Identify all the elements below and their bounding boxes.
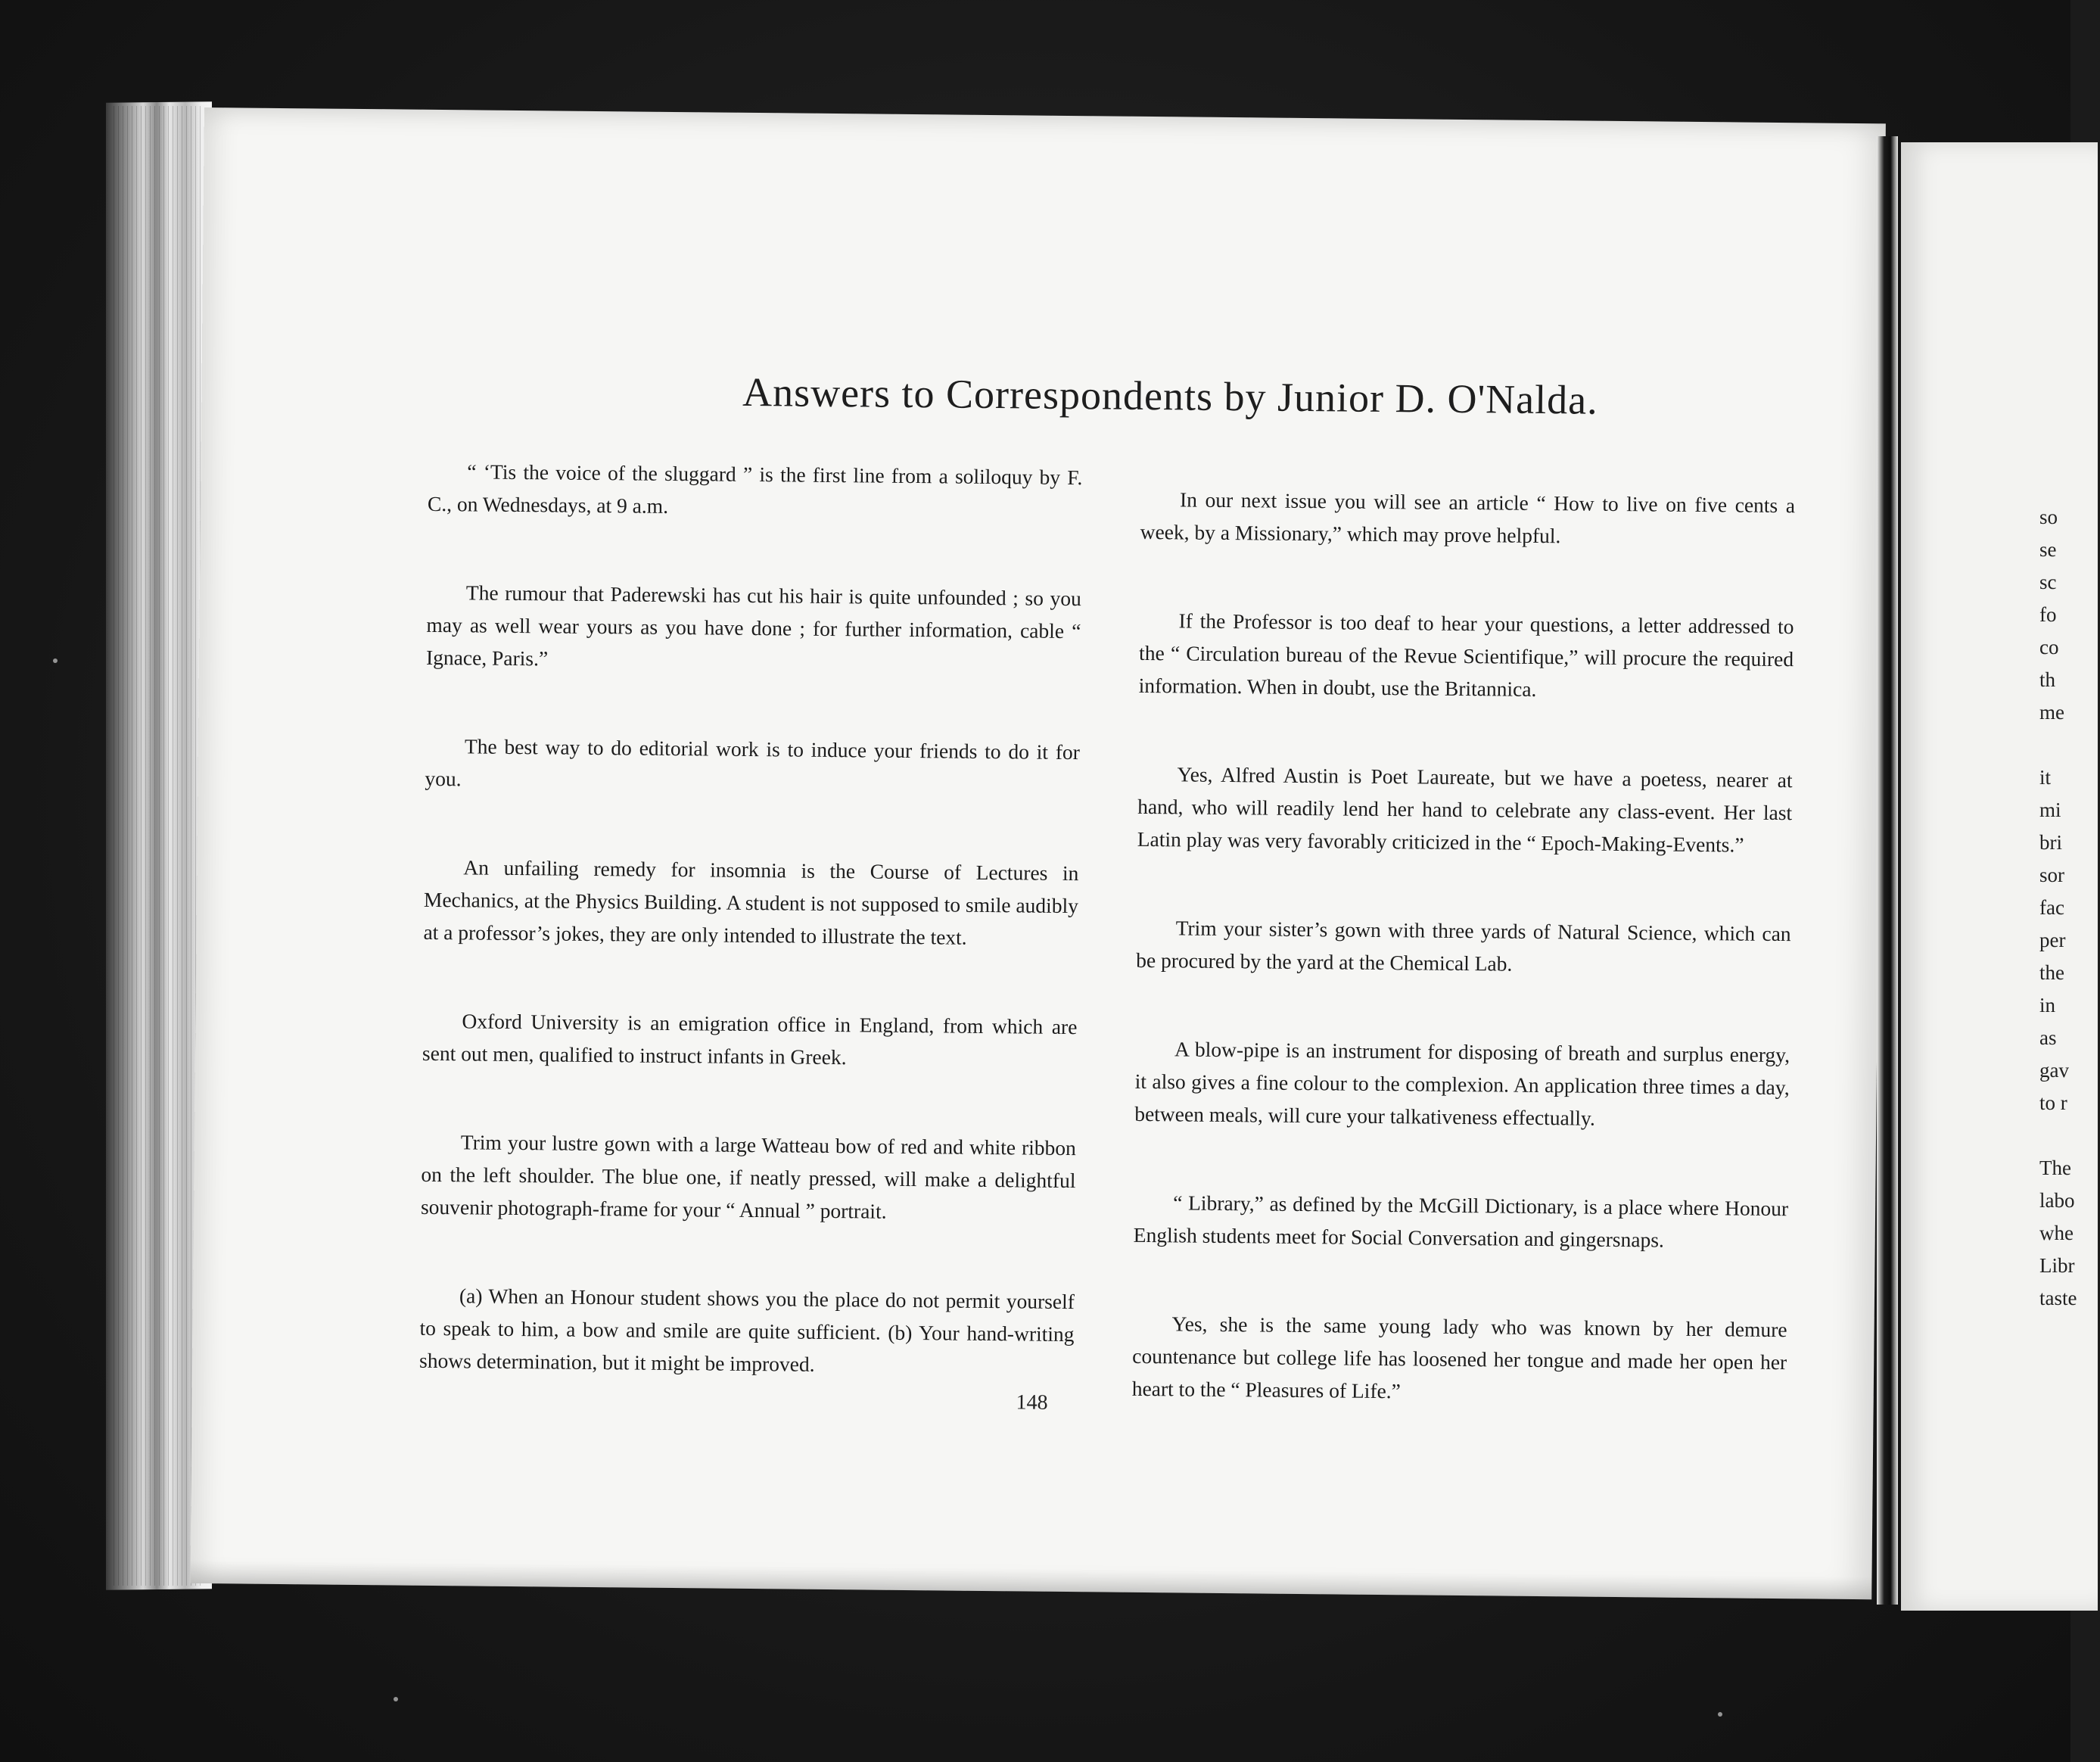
facing-line: me	[2039, 701, 2064, 724]
facing-line: so	[2039, 506, 2058, 528]
paragraph: The best way to do editorial work is to induce your friends to do it for you.	[425, 734, 1081, 791]
facing-line: to r	[2039, 1091, 2067, 1114]
right-text-column	[1131, 483, 1795, 1467]
dust-speck	[394, 1697, 398, 1701]
left-page	[190, 107, 1886, 1599]
facing-line: the	[2039, 961, 2064, 984]
facing-line: The	[2039, 1157, 2071, 1179]
paragraph: Yes, Alfred Austin is Poet Laureate, but we have a poetess, nearer at hand, who will readily lend her hand to celebrate any class-event. Her last Latin play was very favorably criticized in the “ Epoch-Making-Events.”	[1137, 762, 1793, 857]
spacer	[2039, 729, 2100, 761]
facing-line: labo	[2039, 1189, 2075, 1212]
facing-line: it	[2039, 766, 2052, 789]
paragraph: “ Library,” as defined by the McGill Dictionary, is a place where Honour English students meet for Social Conversation and gingersnaps.	[1133, 1191, 1789, 1252]
page-title: Answers to Correspondents by Junior D. O'Nalda.	[742, 369, 1598, 423]
facing-line: sc	[2039, 571, 2057, 593]
paragraph: Trim your lustre gown with a large Watteau bow of red and white ribbon on the left shoulder. The blue one, if neatly pressed, will make a delightful souvenir photograph-frame for your “ Annual ” portrait.	[420, 1130, 1077, 1223]
facing-line: taste	[2039, 1287, 2077, 1309]
facing-line: bri	[2039, 831, 2062, 854]
facing-line: fo	[2039, 603, 2057, 626]
dust-speck	[1718, 1712, 1722, 1717]
paragraph: If the Professor is too deaf to hear your questions, a letter addressed to the “ Circulation bureau of the Revue Scientifique,” will procure the required information. When in doubt, use the Britannica.	[1138, 609, 1794, 701]
facing-page-text	[2039, 501, 2100, 1315]
facing-line: fac	[2039, 896, 2064, 919]
facing-line: in	[2039, 994, 2056, 1016]
paragraph: Trim your sister’s gown with three yards of Natural Science, which can be procured by the yard at the Chemical Lab.	[1136, 916, 1791, 976]
facing-line: co	[2039, 636, 2059, 658]
page-number: 148	[1016, 1390, 1048, 1415]
paragraph: An unfailing remedy for insomnia is the Course of Lectures in Mechanics, at the Physics Building. A student is not supposed to smile audibly at a professor’s jokes, they are only intended to illustrate the text.	[423, 855, 1079, 949]
left-text-column	[418, 455, 1082, 1439]
facing-line: sor	[2039, 864, 2064, 886]
paragraph: (a) When an Honour student shows you the place do not permit yourself to speak to him, a bow and smile are quite sufficient. (b) Your hand-writing shows determination, but it might be improved.	[418, 1284, 1075, 1376]
facing-line: Libr	[2039, 1254, 2075, 1277]
book-gutter	[1877, 136, 1898, 1605]
paragraph: In our next issue you will see an article “ How to live on five cents a week, by a Missionary,” which may prove helpful.	[1140, 487, 1796, 548]
facing-line: whe	[2039, 1222, 2074, 1244]
paragraph: Oxford University is an emigration office in England, from which are sent out men, qualified to instruct infants in Greek.	[422, 1009, 1078, 1069]
book-page-edge-lines	[114, 106, 204, 1586]
facing-line: mi	[2039, 799, 2061, 821]
facing-line: as	[2039, 1026, 2057, 1049]
spacer	[2039, 1119, 2100, 1152]
paragraph: “ ‘Tis the voice of the sluggard ” is the first line from a soliloquy by F. C., on Wednesdays, at 9 a.m.	[427, 459, 1083, 518]
facing-page	[1901, 142, 2098, 1611]
paragraph: Yes, she is the same young lady who was known by her demure countenance but college life has loosened her tongue and made her open her heart to the “ Pleasures of Life.”	[1131, 1312, 1787, 1403]
facing-line: gav	[2039, 1059, 2069, 1082]
facing-line: th	[2039, 668, 2056, 691]
facing-line: per	[2039, 929, 2066, 951]
paragraph: A blow-pipe is an instrument for disposing of breath and surplus energy, it also gives a fine colour to the complexion. An application three times a day, between meals, will cure your talkativeness effectually.	[1134, 1037, 1790, 1130]
paragraph: The rumour that Paderewski has cut his hair is quite unfounded ; so you may as well wear yours as you have done ; for further information, cable “ Ignace, Paris.”	[425, 581, 1081, 671]
dust-speck	[53, 658, 58, 663]
facing-line: se	[2039, 538, 2057, 561]
